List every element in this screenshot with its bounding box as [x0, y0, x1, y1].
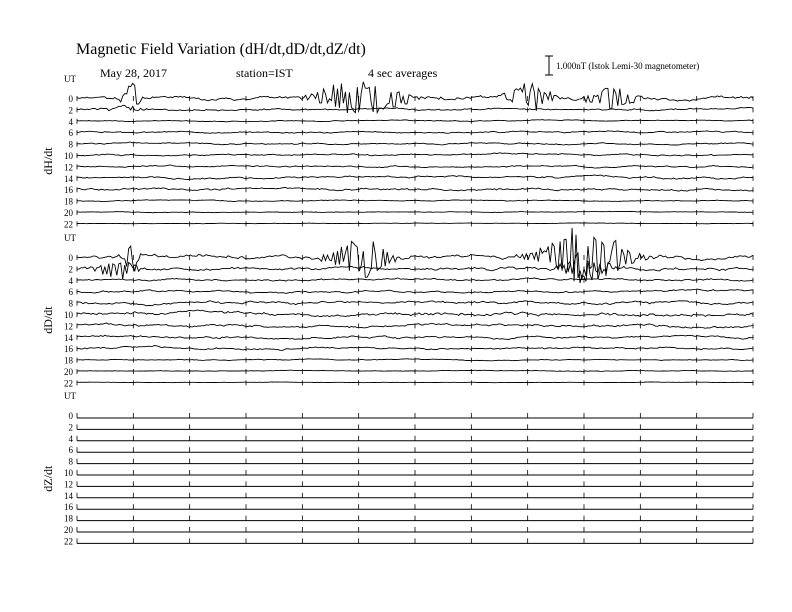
row-ut-label: 10 — [64, 310, 73, 320]
row-ut-label: 16 — [64, 344, 73, 355]
row-ut-label: 20 — [64, 525, 73, 535]
date-label: May 28, 2017 — [100, 66, 167, 80]
chart-title: Magnetic Field Variation (dH/dt,dD/dt,dZ/dt) — [76, 41, 366, 58]
row-ut-label: 8 — [68, 456, 73, 467]
panel-y-axis-label: dH/dt — [41, 147, 55, 175]
row-ut-label: 16 — [64, 185, 73, 196]
row-ut-label: 14 — [64, 173, 73, 184]
panel-ut-label: UT — [64, 391, 76, 401]
row-ut-label: 2 — [68, 105, 73, 116]
row-ut-label: 4 — [68, 275, 73, 286]
row-ut-label: 22 — [64, 536, 73, 547]
panel-y-axis-label: dZ/dt — [41, 465, 55, 492]
station-label: station=IST — [236, 66, 293, 80]
row-ut-label: 14 — [64, 490, 73, 501]
row-ut-label: 20 — [64, 367, 73, 377]
row-ut-label: 10 — [64, 151, 73, 161]
row-ut-label: 12 — [64, 321, 73, 332]
panel-dddt — [41, 228, 753, 389]
panel-ut-label: UT — [64, 233, 76, 243]
row-ut-label: 20 — [64, 208, 73, 218]
row-ut-label: 14 — [64, 332, 73, 343]
row-ut-label: 22 — [64, 219, 73, 230]
row-ut-label: 12 — [64, 479, 73, 490]
row-ut-label: 0 — [68, 253, 73, 263]
row-ut-label: 2 — [68, 422, 73, 433]
row-ut-label: 6 — [68, 128, 73, 139]
row-ut-label: 22 — [64, 378, 73, 389]
averaging-label: 4 sec averages — [368, 66, 438, 80]
panel-y-axis-label: dD/dt — [41, 306, 55, 334]
row-ut-label: 12 — [64, 162, 73, 173]
scale-bar — [545, 56, 553, 75]
row-ut-label: 6 — [68, 287, 73, 298]
row-ut-label: 18 — [64, 513, 73, 524]
row-ut-label: 0 — [68, 411, 73, 421]
row-ut-label: 8 — [68, 139, 73, 150]
row-ut-label: 0 — [68, 94, 73, 104]
row-ut-label: 4 — [68, 433, 73, 444]
row-ut-label: 18 — [64, 355, 73, 366]
panel-dzdt — [41, 391, 753, 546]
panel-ut-label: UT — [64, 74, 76, 84]
row-ut-label: 6 — [68, 445, 73, 456]
scale-label: 1.000nT (Istok Lemi-30 magnetometer) — [556, 61, 700, 71]
row-ut-label: 16 — [64, 502, 73, 513]
row-ut-label: 8 — [68, 298, 73, 309]
row-ut-label: 2 — [68, 264, 73, 275]
row-ut-label: 10 — [64, 468, 73, 478]
panels-group — [41, 74, 753, 546]
row-ut-label: 18 — [64, 196, 73, 207]
row-trace — [77, 228, 753, 281]
row-ut-label: 4 — [68, 116, 73, 127]
panel-dhdt — [41, 74, 753, 229]
